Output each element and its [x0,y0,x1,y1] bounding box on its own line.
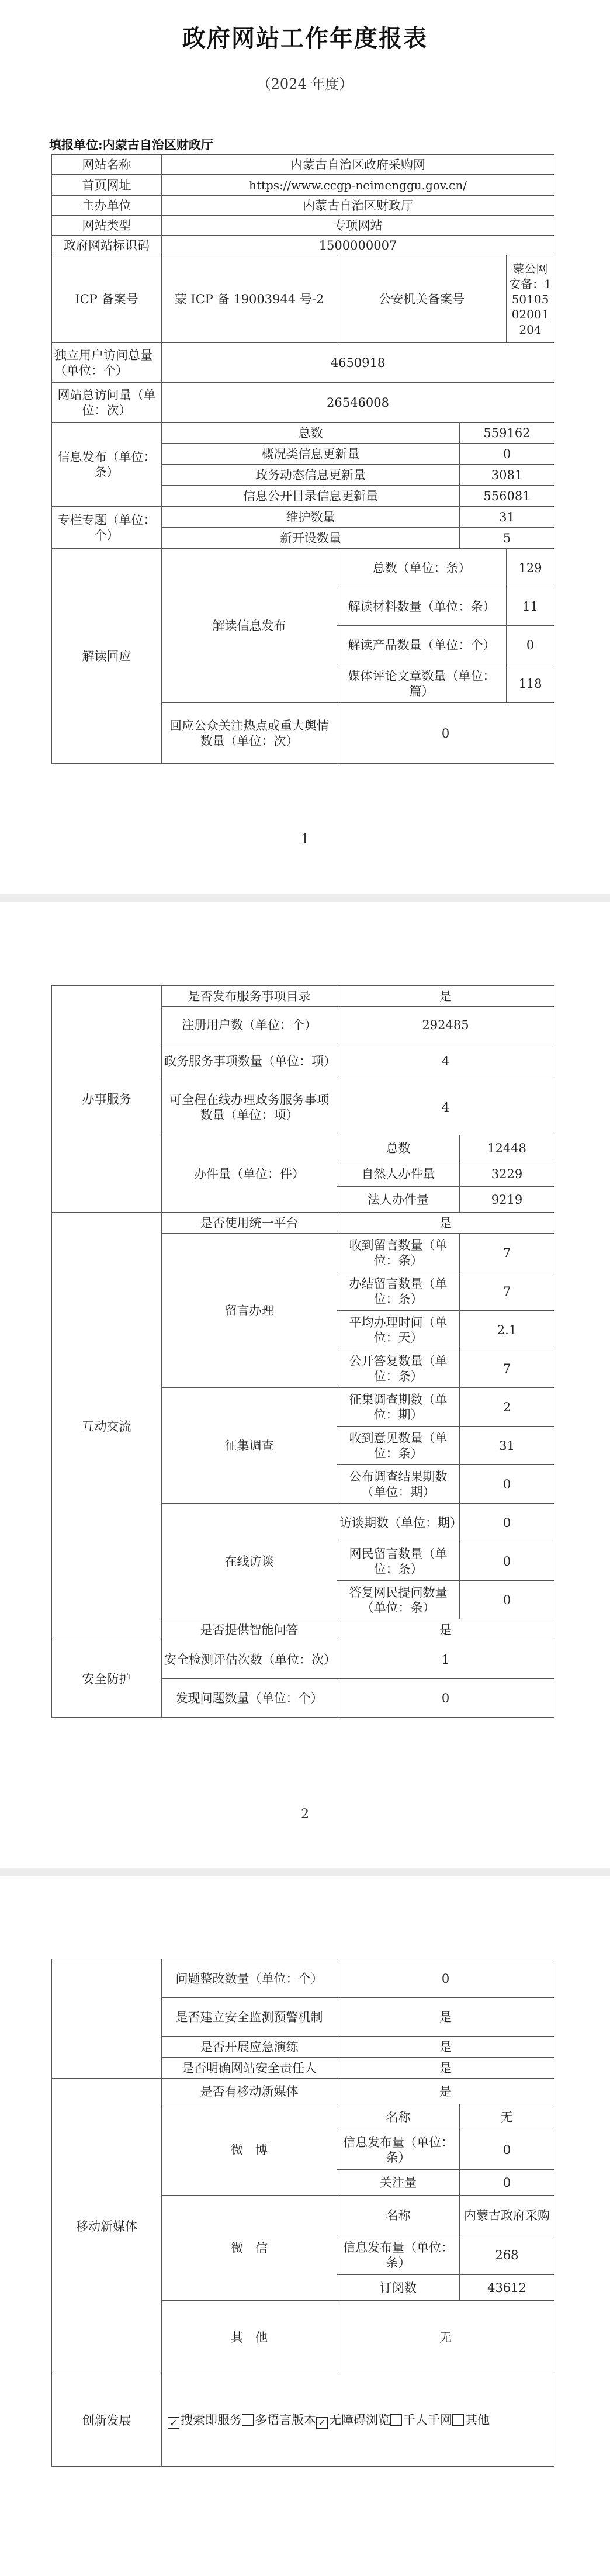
interp-material-value: 11 [507,587,554,626]
innov-label: 创新发展 [52,2374,162,2467]
interp-total-label: 总数（单位：条） [337,549,507,587]
weibo-info-value: 0 [460,2130,554,2170]
pv-value: 26546008 [162,383,554,423]
psb-value: 蒙公网安备：15010502001204 [507,255,554,343]
sec-test-label: 安全检测评估次数（单位：次） [162,1640,337,1679]
handle-total-value: 12448 [460,1135,554,1161]
service-table [51,985,554,1718]
msg-recv-label: 收到留言数量（单位：条） [337,1234,460,1272]
info-overview-value: 0 [460,444,554,465]
service-label: 办事服务 [52,986,162,1213]
smartqa-value: 是 [337,1619,554,1640]
uv-label: 独立用户访问总量（单位：个） [52,343,162,383]
drill-label: 是否开展应急演练 [162,2037,337,2058]
has-media-label: 是否有移动新媒体 [162,2079,337,2104]
smartqa-label: 是否提供智能问答 [162,1619,337,1640]
security-media-table [51,1959,554,2467]
sec-issue-label: 发现问题数量（单位：个） [162,1679,337,1718]
innov-checkbox-3[interactable]: ✓ [316,2417,328,2429]
wechat-name-label: 名称 [337,2196,460,2235]
security-label: 安全防护 [52,1640,162,1718]
security-cont-label [52,1959,162,2079]
column-maintain-label: 维护数量 [162,507,460,528]
page-number: 1 [301,832,309,847]
talk-count-label: 访谈期数（单位：期） [337,1504,460,1542]
monitor-label: 是否建立安全监测预警机制 [162,1998,337,2037]
rectify-value: 0 [337,1959,554,1998]
interp-product-label: 解读产品数量（单位：个） [337,626,507,664]
info-dynamic-value: 3081 [460,465,554,486]
filing-unit: 填报单位:内蒙古自治区财政厅 [49,137,213,152]
msg-time-label: 平均办理时间（单位：天） [337,1311,460,1349]
page-separator [0,1868,610,1876]
site-code-value: 1500000007 [162,236,554,255]
handle-person-value: 3229 [460,1161,554,1187]
talk-q-value: 0 [460,1542,554,1581]
report-page-3 [0,1876,610,2576]
msg-done-value: 7 [460,1272,554,1311]
survey-opinion-label: 收到意见数量（单位：条） [337,1427,460,1465]
survey-opinion-value: 31 [460,1427,554,1465]
has-media-value: 是 [337,2079,554,2104]
msg-label: 留言办理 [162,1234,337,1388]
msg-done-label: 办结留言数量（单位：条） [337,1272,460,1311]
innov-opt-1: 搜索即服务 [181,2412,242,2427]
info-public-value: 556081 [460,486,554,507]
innov-options [162,2374,554,2467]
innov-checkbox-2[interactable] [242,2414,254,2426]
icp-label: ICP 备案号 [52,255,162,343]
pv-label: 网站总访问量（单位：次） [52,383,162,423]
column-maintain-value: 31 [460,507,554,528]
msg-time-value: 2.1 [460,1311,554,1349]
interp-product-value: 0 [507,626,554,664]
info-total-label: 总数 [162,423,460,444]
interp-release-label: 解读信息发布 [162,549,337,703]
host-label: 主办单位 [52,196,162,216]
info-total-value: 559162 [460,423,554,444]
site-type-label: 网站类型 [52,216,162,236]
innov-checkbox-4[interactable] [390,2414,402,2426]
wechat-sub-label: 订阅数 [337,2275,460,2301]
wechat-info-value: 268 [460,2235,554,2275]
column-label: 专栏专题（单位：个） [52,507,162,549]
psb-label: 公安机关备案号 [337,255,507,343]
rectify-label: 问题整改数量（单位：个） [162,1959,337,1998]
report-year: （2024 年度） [257,76,353,92]
survey-count-value: 2 [460,1388,554,1427]
report-title: 政府网站工作年度报表 [182,25,428,52]
interp-material-label: 解读材料数量（单位：条） [337,587,507,626]
reg-users-value: 292485 [337,1007,554,1043]
handle-person-label: 自然人办件量 [337,1161,460,1187]
talk-q-label: 网民留言数量（单位：条） [337,1542,460,1581]
talk-count-value: 0 [460,1504,554,1542]
site-name-label: 网站名称 [52,155,162,175]
host-value: 内蒙古自治区财政厅 [162,196,554,216]
column-new-label: 新开设数量 [162,528,460,549]
media-label: 移动新媒体 [52,2079,162,2374]
interp-total-value: 129 [507,549,554,587]
interp-media-label: 媒体评论文章数量（单位：篇） [337,664,507,703]
weibo-name-label: 名称 [337,2104,460,2130]
innov-opt-4: 千人千网 [403,2412,452,2427]
wechat-name-value: 内蒙古政府采购 [460,2196,554,2235]
platform-value: 是 [337,1213,554,1234]
catalog-label: 是否发布服务事项目录 [162,986,337,1007]
survey-count-label: 征集调查期数（单位：期） [337,1388,460,1427]
icp-value: 蒙 ICP 备 19003944 号-2 [162,255,337,343]
monitor-value: 是 [337,1998,554,2037]
column-new-value: 5 [460,528,554,549]
interact-label: 互动交流 [52,1213,162,1640]
drill-value: 是 [337,2037,554,2058]
person-label: 是否明确网站安全责任人 [162,2058,337,2079]
other-value: 无 [337,2301,554,2374]
innov-opt-3: 无障碍浏览 [329,2412,390,2427]
weibo-follow-label: 关注量 [337,2170,460,2196]
info-overview-label: 概况类信息更新量 [162,444,460,465]
catalog-value: 是 [337,986,554,1007]
reg-users-label: 注册用户数（单位：个） [162,1007,337,1043]
msg-recv-value: 7 [460,1234,554,1272]
talk-a-label: 答复网民提问数量（单位：条） [337,1581,460,1619]
survey-result-value: 0 [460,1465,554,1504]
person-value: 是 [337,2058,554,2079]
home-url-label: 首页网址 [52,175,162,196]
online-items-label: 可全程在线办理政务服务事项数量（单位：项） [162,1079,337,1135]
survey-label: 征集调查 [162,1388,337,1504]
respond-label: 回应公众关注热点或重大舆情数量（单位：次） [162,703,337,764]
site-code-label: 政府网站标识码 [52,236,162,255]
handle-legal-label: 法人办件量 [337,1187,460,1213]
weibo-label: 微 博 [162,2104,337,2196]
innov-opt-5: 其他 [465,2412,490,2427]
weibo-info-label: 信息发布量（单位：条） [337,2130,460,2170]
sec-issue-value: 0 [337,1679,554,1718]
info-dynamic-label: 政务动态信息更新量 [162,465,460,486]
page-number: 2 [301,1807,309,1822]
innov-opt-2: 多语言版本 [255,2412,316,2427]
wechat-label: 微 信 [162,2196,337,2301]
msg-public-label: 公开答复数量（单位：条） [337,1349,460,1388]
survey-result-label: 公布调查结果期数（单位：期） [337,1465,460,1504]
innov-checkbox-5[interactable] [452,2414,464,2426]
site-name-value: 内蒙古自治区政府采购网 [162,155,554,175]
talk-a-value: 0 [460,1581,554,1619]
handle-legal-value: 9219 [460,1187,554,1213]
interp-label: 解读回应 [52,549,162,764]
respond-value: 0 [337,703,554,764]
info-release-label: 信息发布（单位：条） [52,423,162,507]
wechat-sub-value: 43612 [460,2275,554,2301]
wechat-info-label: 信息发布量（单位：条） [337,2235,460,2275]
info-public-label: 信息公开目录信息更新量 [162,486,460,507]
sec-test-value: 1 [337,1640,554,1679]
items-value: 4 [337,1043,554,1079]
report-page-1 [0,0,610,894]
other-label: 其 他 [162,2301,337,2374]
weibo-follow-value: 0 [460,2170,554,2196]
items-label: 政务服务事项数量（单位：项） [162,1043,337,1079]
talk-label: 在线访谈 [162,1504,337,1619]
msg-public-value: 7 [460,1349,554,1388]
weibo-name-value: 无 [460,2104,554,2130]
handle-label: 办件量（单位：件） [162,1135,337,1213]
handle-total-label: 总数 [337,1135,460,1161]
platform-label: 是否使用统一平台 [162,1213,337,1234]
page-separator [0,894,610,902]
site-type-value: 专项网站 [162,216,554,236]
uv-value: 4650918 [162,343,554,383]
report-page-2 [0,902,610,1868]
innov-checkbox-1[interactable]: ✓ [168,2417,179,2429]
online-items-value: 4 [337,1079,554,1135]
interp-media-value: 118 [507,664,554,703]
home-url-value[interactable]: https://www.ccgp-neimenggu.gov.cn/ [162,175,554,196]
site-info-table [51,154,554,764]
